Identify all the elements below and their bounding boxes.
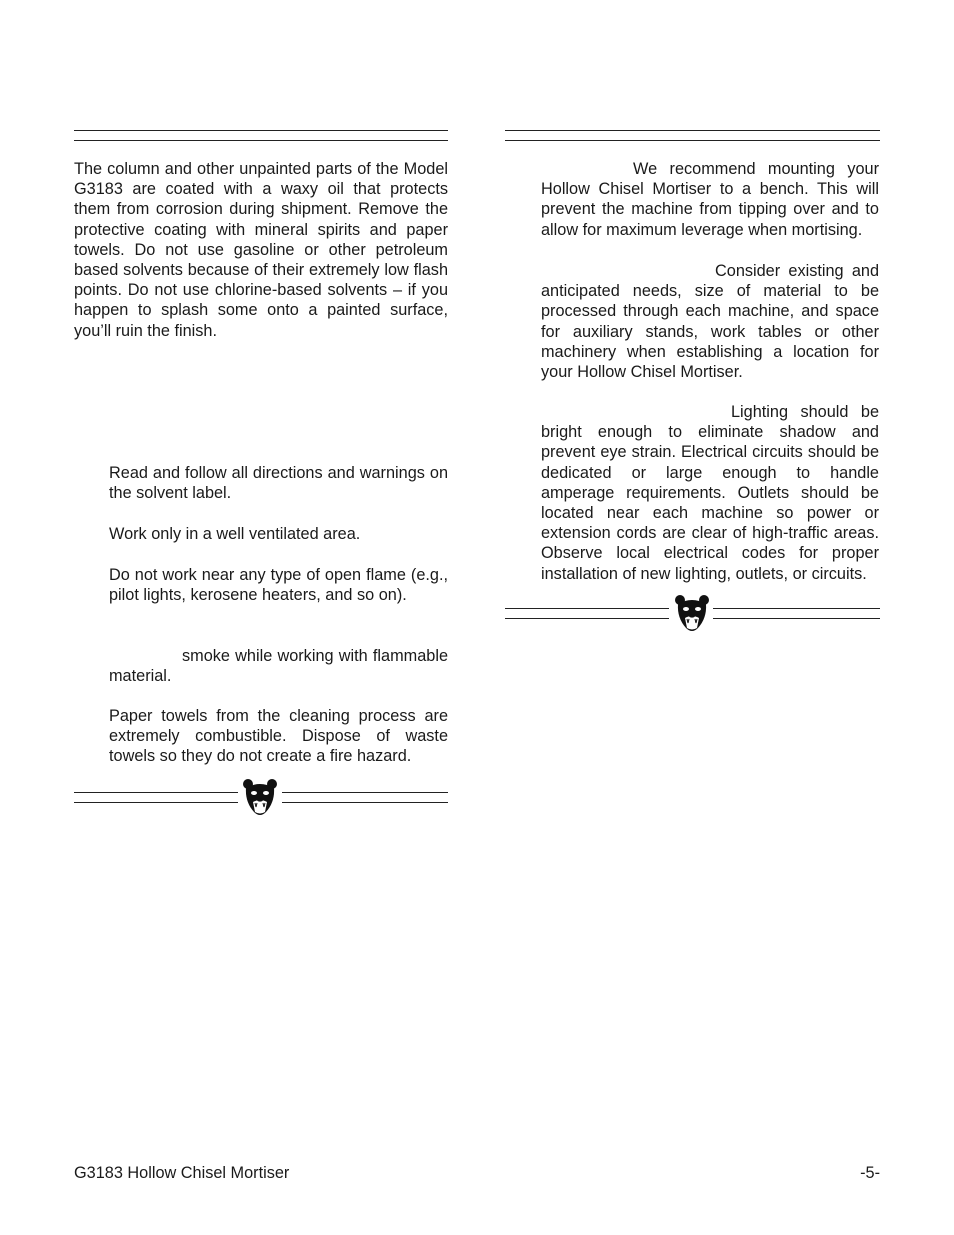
footer-title: G3183 Hollow Chisel Mortiser [74,1164,290,1182]
bear-head-icon [242,778,278,818]
section-end-separator [74,778,448,818]
section-end-separator [505,594,880,634]
cleanup-paragraph: The column and other unpainted parts of the Model G3183 are coated with a waxy oil that protects them from corrosion during shipment. Remove the protective coating with mineral spirits and paper towels. Do not use gasoline or other petroleum based solvents because of their extremely low flash points. Do not use chlorine-based solvents – if you happen to splash some onto a painted surface, you’ll ruin the finish. [74,160,448,340]
warning-item: smoke while working with flammable material. [109,647,448,686]
warning-item: Paper towels from the cleaning process are extremely combustible. Dispose of waste towels so they do not create a fire hazard. [109,707,448,766]
warning-item: Read and follow all directions and warnings on the solvent label. [109,464,448,503]
mounting-paragraph: We recommend mounting your Hollow Chisel Mortiser to a bench. This will prevent the machine from tipping over and to allow for maximum leverage when mortising. [541,160,879,239]
lighting-paragraph: Lighting should be bright enough to eliminate shadow and prevent eye strain. Electrical circuits should be dedicated or large enough to handle amperage requirements. Outlets should be located near each machine so power or extension cords are clear of high-traffic areas. Observe local electrical codes for proper installation of new lighting, outlets, or circuits. [541,403,879,583]
page-number: -5- [860,1164,880,1182]
bear-head-icon [674,594,710,634]
placement-paragraph: Consider existing and anticipated needs, size of material to be processed through each machine, and space for auxiliary stands, work tables or other machinery when establishing a location for your Hollow Chisel Mortiser. [541,262,879,382]
warning-item: Do not work near any type of open flame (e.g., pilot lights, kerosene heaters, and so on). [109,566,448,605]
warning-item: Work only in a well ventilated area. [109,525,361,543]
